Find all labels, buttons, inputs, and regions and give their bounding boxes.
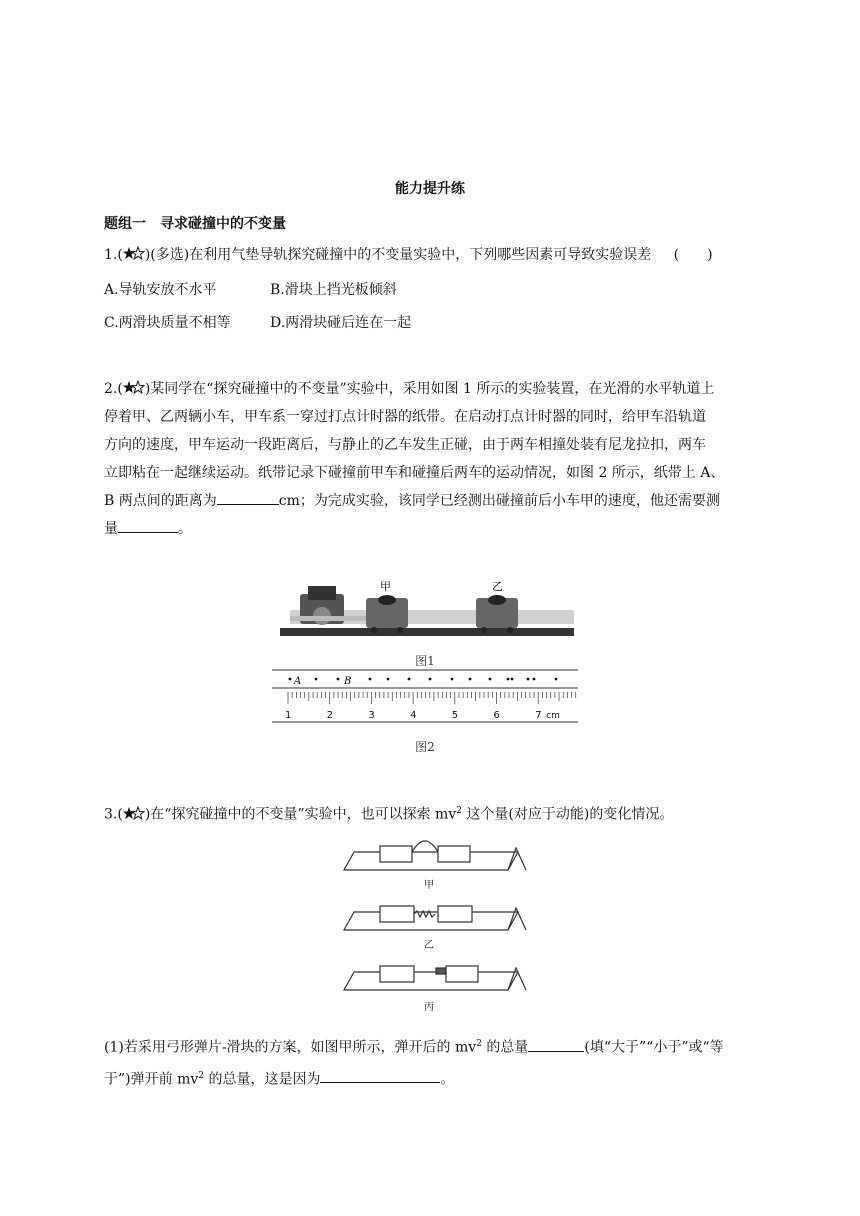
cart-jia-label: 甲 [380,580,391,593]
options-row-2 [104,313,764,333]
question-3-part-1: (1)若采用弓形弹片-滑块的方案，如图甲所示，弹开后的 $mv^2$ 的总量 (填“大于”“小于”或“等 于”)弹开前 $mv^2$ 的总量，这是因为 。 [104,1030,756,1093]
option-a[interactable]: A.导轨安放不水平 [104,282,217,298]
figure-2-caption: 图2 [415,740,435,754]
option-c[interactable]: C.两滑块质量不相等 [104,315,231,331]
tape-dot [555,678,558,681]
tape-dot [469,678,472,681]
tape-dot [369,678,372,681]
tape-dot [511,678,514,681]
ruler-label: 6 [493,710,500,721]
option-d[interactable]: D.两滑块碰后连在一起 [270,315,412,331]
difficulty-stars-icon [123,806,145,822]
ruler-label: 3 [368,710,375,721]
point-a-label: A [294,676,302,687]
ruler-label: 5 [451,710,459,721]
question-3: 3.( )在“探究碰撞中的不变量”实验中，也可以探索 $mv^2$ 这个量(对应于动能)的变化情况。 [104,806,674,823]
question-2: 2.( )某同学在“探究碰撞中的不变量”实验中，采用如图 1 所示的实验装置，在光滑的水平轨道上 停着甲、乙两辆小车，甲车系一穿过打点计时器的纸带。在启动打点计时器的同时，给甲车沿轨道 方向的速度，甲车运动一段距离后，与静止的乙车发生正碰，由于两车相撞处装有尼龙拉扣，两车 立即粘在一起继续运动。纸带记录下碰撞前甲车和碰撞后两车的运动情况，如图 2 所示，纸带上 A、 B 两点间的距离为 cm；为完成实验，该同学已经测出碰撞前后小车甲的速度，他还需要测 量 。 [104,381,725,537]
figure-1-caption: 图1 [415,654,435,668]
tape-dot [337,678,340,681]
difficulty-stars-icon [123,380,145,396]
group-heading: 题组一 寻求碰撞中的不变量 [104,216,286,232]
tape-dot [489,678,492,681]
tape-dot [315,678,318,681]
answer-blank-measure[interactable] [118,518,178,533]
options-row-1 [104,280,764,300]
figure-3-air-tracks [340,830,530,1020]
page-title: 能力提升练 [395,181,465,197]
option-b[interactable]: B.滑块上挡光板倾斜 [270,282,397,298]
answer-parens[interactable]: ( ) [673,247,713,263]
difficulty-stars-icon [123,246,145,262]
tape-dot [387,678,390,681]
answer-blank-compare[interactable] [528,1037,584,1052]
tape-dot [527,678,530,681]
ruler-label: 1 [285,710,292,721]
tape-dot [507,678,510,681]
setup-jia-label: 甲 [424,880,434,891]
tape-dot [451,678,454,681]
ruler-label: 4 [410,710,417,721]
tape-dot [429,678,432,681]
figure-2-tape [272,666,578,732]
setup-yi-label: 乙 [424,940,434,951]
tape-dot [408,678,411,681]
answer-blank-reason[interactable] [320,1068,440,1083]
setup-bing-label: 丙 [424,1002,434,1013]
ruler-label: 2 [326,710,334,721]
ruler-label: 7 [535,710,542,721]
tape-dot [289,678,292,681]
ruler-unit: cm [546,711,560,721]
tape-dot [533,678,536,681]
cart-yi-label: 乙 [492,580,503,593]
point-b-label: B [344,676,352,687]
answer-blank-distance[interactable] [217,490,279,505]
question-1: 1.( )(多选)在利用气垫导轨探究碰撞中的不变量实验中，下列哪些因素可导致实验误差 ( ) [104,247,713,263]
figure-1-apparatus [270,578,580,654]
